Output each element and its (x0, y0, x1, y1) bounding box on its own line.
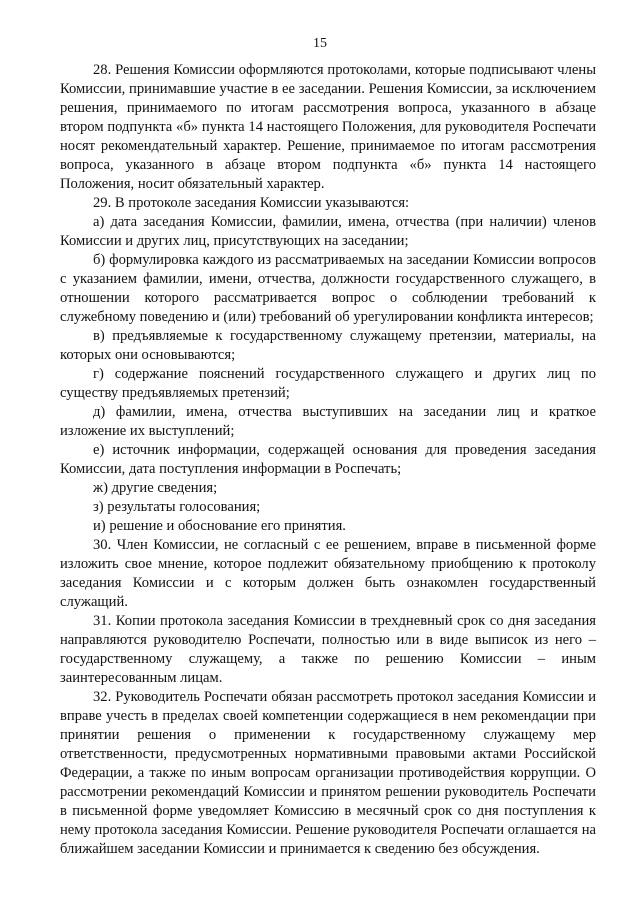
item-29-e: е) источник информации, содержащей основания для проведения заседания Комиссии, дата поступления информации в Роспечать; (60, 442, 596, 477)
paragraph-28: 28. Решения Комиссии оформляются протоколами, которые подписывают члены Комиссии, принимавшие участие в ее заседании. Решения Комиссии, за исключением решения, принимаемого по итогам рассмотрения вопроса, указанного в абзаце втором подпункта «б» пункта 14 настоящего Положения, для руководителя Роспечати носят рекомендательный характер. Решение, принимаемое по итогам рассмотрения вопроса, указанного в абзаце втором подпункта «б» пункта 14 настоящего Положения, носит обязательный характер. (60, 62, 596, 192)
paragraph-30: 30. Член Комиссии, не согласный с ее решением, вправе в письменной форме изложить свое мнение, которое подлежит обязательному приобщению к протоколу заседания Комиссии и с которым должен быть ознакомлен государственный служащий. (60, 537, 596, 610)
item-29-z: з) результаты голосования; (93, 499, 261, 515)
item-29-a: а) дата заседания Комиссии, фамилии, имена, отчества (при наличии) членов Комиссии и других лиц, присутствующих на заседании; (60, 214, 596, 249)
item-29-i: и) решение и обоснование его принятия. (93, 518, 346, 534)
item-29-zh: ж) другие сведения; (93, 480, 218, 496)
document-body (60, 61, 596, 859)
item-29-v: в) предъявляемые к государственному служащему претензии, материалы, на которых они основываются; (60, 328, 596, 363)
item-29-g: г) содержание пояснений государственного служащего и других лиц по существу предъявляемых претензий; (60, 366, 596, 401)
paragraph-32: 32. Руководитель Роспечати обязан рассмотреть протокол заседания Комиссии и вправе учесть в пределах своей компетенции содержащиеся в нем рекомендации при принятии решения о применении к государственному служащему мер ответственности, предусмотренных нормативными правовыми актами Российской Федерации, а также по иным вопросам организации противодействия коррупции. О рассмотрении рекомендаций Комиссии и принятом решении руководитель Роспечати в письменной форме уведомляет Комиссию в месячный срок со дня поступления к нему протокола заседания Комиссии. Решение руководителя Роспечати оглашается на ближайшем заседании Комиссии и принимается к сведению без обсуждения. (60, 689, 596, 857)
item-29-b: б) формулировка каждого из рассматриваемых на заседании Комиссии вопросов с указанием фамилии, имени, отчества, должности государственного служащего, в отношении которого рассматривается вопрос о соблюдении требований к служебному поведению и (или) требований об урегулировании конфликта интересов; (60, 252, 596, 325)
page-number: 15 (313, 36, 327, 51)
item-29-d: д) фамилии, имена, отчества выступивших на заседании лиц и краткое изложение их выступлений; (60, 404, 596, 439)
paragraph-29: 29. В протоколе заседания Комиссии указываются: (93, 195, 410, 211)
paragraph-31: 31. Копии протокола заседания Комиссии в трехдневный срок со дня заседания направляются руководителю Роспечати, полностью или в виде выписок из него – государственному служащему, а также по решению Комиссии – иным заинтересованным лицам. (60, 613, 596, 686)
